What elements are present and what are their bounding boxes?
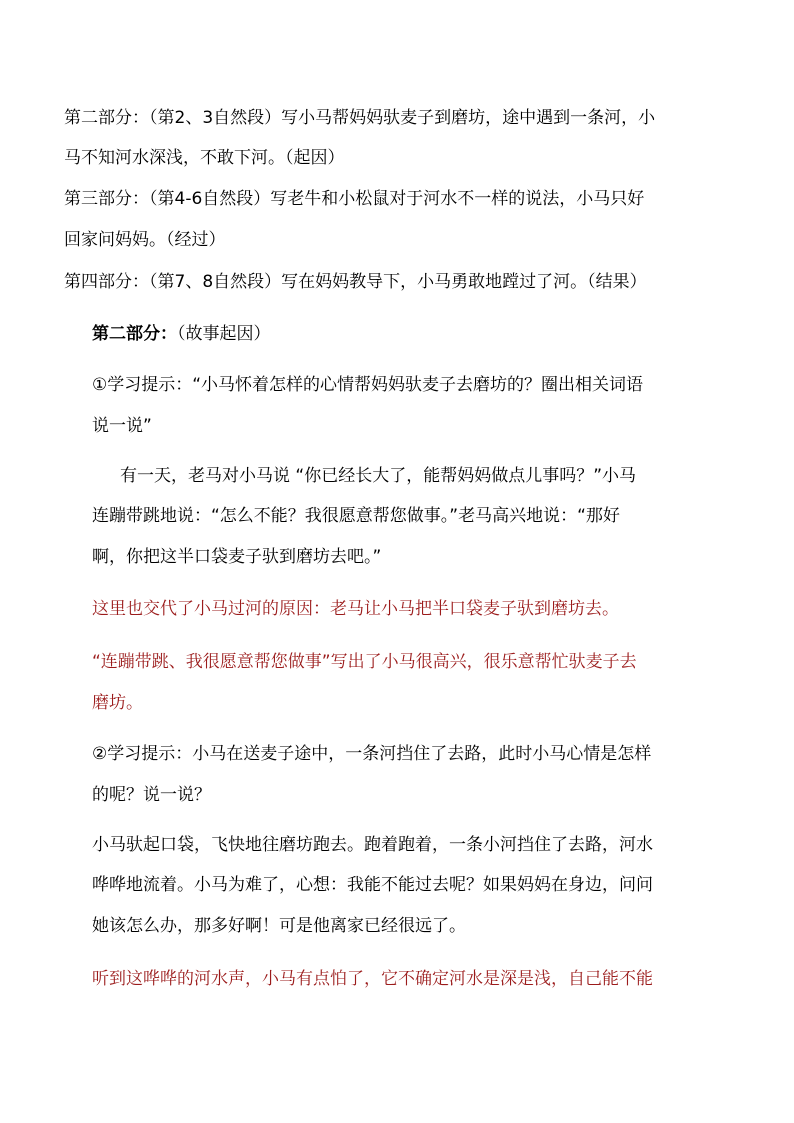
section-heading-label: 第二部分： — [92, 324, 177, 344]
passage2-line2: 哗哗地流着。小马为难了，心想：我能不能过去呢？如果妈妈在身边，问问 — [92, 875, 653, 895]
tip2-line1: ②学习提示：小马在送麦子途中，一条河挡住了去路，此时小马心情是怎样 — [92, 744, 652, 764]
tip1-line1: ①学习提示：“小马怀着怎样的心情帮妈妈驮麦子去磨坊的？圈出相关词语 — [92, 375, 644, 395]
tip1-line2: 说一说” — [92, 416, 152, 436]
passage1-line3: 啊，你把这半口袋麦子驮到磨坊去吧。” — [92, 547, 382, 567]
passage2-line1: 小马驮起口袋，飞快地往磨坊跑去。跑着跑着，一条小河挡住了去路，河水 — [92, 835, 653, 855]
tip2-line2: 的呢？说一说？ — [92, 785, 211, 805]
passage1-line1: 有一天，老马对小马说 “你已经长大了，能帮妈妈做点儿事吗？”小马 — [120, 466, 637, 486]
outline-part4-line1: 第四部分：（第7、8自然段）写在妈妈教导下，小马勇敢地蹚过了河。（结果） — [64, 272, 647, 292]
outline-part2-line2: 马不知河水深浅，不敢下河。（起因） — [64, 148, 345, 168]
section-heading-suffix: （故事起因） — [177, 324, 271, 344]
outline-part3-line2: 回家问妈妈。（经过） — [64, 230, 226, 250]
note3-line1: 听到这哗哗的河水声，小马有点怕了，它不确定河水是深是浅，自己能不能 — [92, 969, 653, 989]
note1-line1: 这里也交代了小马过河的原因：老马让小马把半口袋麦子驮到磨坊去。 — [92, 599, 619, 619]
passage1-line2: 连蹦带跳地说：“怎么不能？我很愿意帮您做事。”老马高兴地说：“那好 — [92, 506, 620, 526]
section-heading — [92, 323, 271, 345]
passage2-line3: 她该怎么办，那多好啊！可是他离家已经很远了。 — [92, 916, 466, 936]
outline-part2-line1: 第二部分：（第2、3自然段）写小马帮妈妈驮麦子到磨坊，途中遇到一条河，小 — [64, 108, 656, 128]
note2-line2: 磨坊。 — [92, 693, 143, 713]
note2-line1: “连蹦带跳、我很愿意帮您做事”写出了小马很高兴，很乐意帮忙驮麦子去 — [92, 652, 637, 672]
outline-part3-line1: 第三部分：（第4-6自然段）写老牛和小松鼠对于河水不一样的说法，小马只好 — [64, 189, 645, 209]
